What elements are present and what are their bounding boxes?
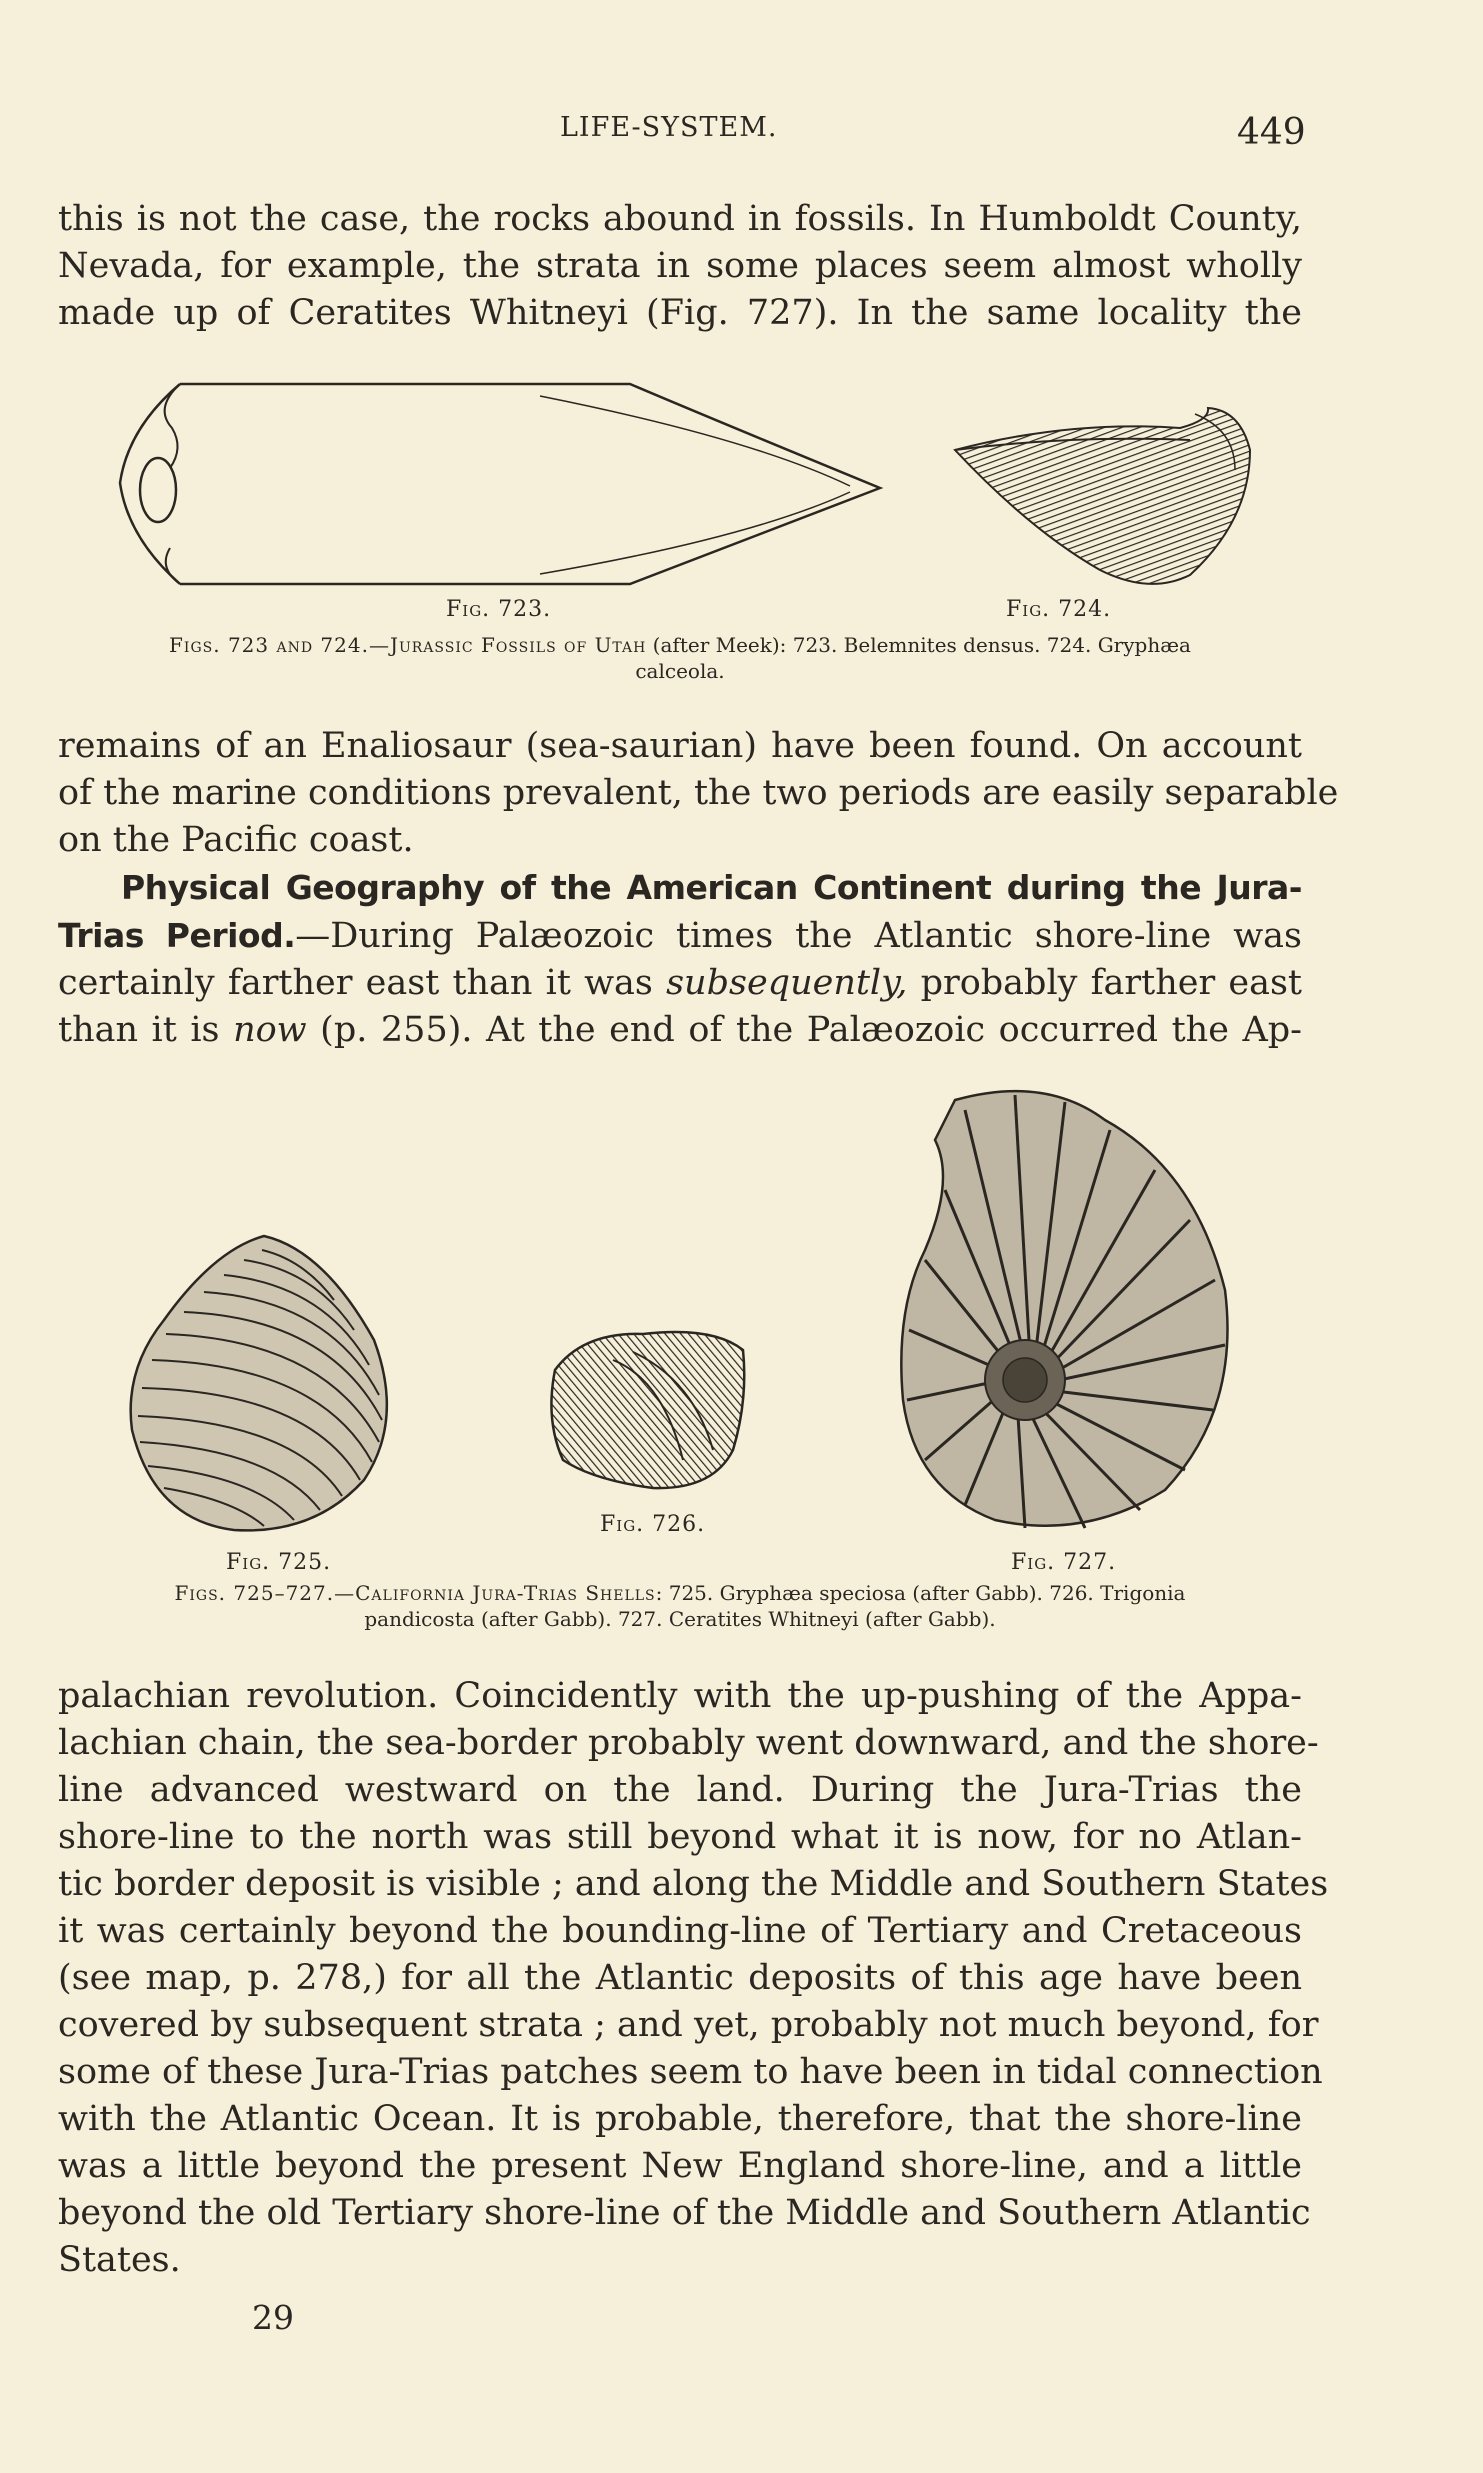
caption-text-line2: calceola.	[635, 659, 725, 683]
page-number: 449	[1237, 112, 1306, 153]
text-line: made up of Ceratites Whitneyi (Fig. 727). In the same locality the	[58, 293, 1302, 333]
text-line: this is not the case, the rocks abound in fossils. In Humboldt County,	[58, 199, 1302, 239]
figure-723-label: Fig. 723.	[446, 597, 552, 622]
section-heading-text: Physical Geography of the American Continent during the Jura-	[121, 868, 1302, 907]
figure-724-label: Fig. 724.	[1006, 597, 1112, 622]
text-line	[58, 912, 1302, 960]
text-line: it was certainly beyond the bounding-line of Tertiary and Cretaceous	[58, 1911, 1302, 1951]
figure-725-label: Fig. 725.	[226, 1550, 332, 1575]
section-heading-text-2: Trias Period.	[58, 916, 296, 955]
text-span: certainly farther east than it was	[58, 963, 667, 1003]
figure-726-label: Fig. 726.	[600, 1512, 706, 1537]
text-line: with the Atlantic Ocean. It is probable, therefore, that the shore-line	[58, 2099, 1302, 2139]
figure-723-belemnite	[110, 378, 890, 598]
text-line: Nevada, for example, the strata in some places seem almost wholly	[58, 246, 1302, 286]
caption-text: : 725. Gryphæa speciosa (after Gabb). 726. Trigonia	[655, 1581, 1186, 1605]
text-line: shore-line to the north was still beyond what it is now, for no Atlan-	[58, 1817, 1302, 1857]
figure-caption-725-727	[60, 1580, 1300, 1632]
text-line: (see map, p. 278,) for all the Atlantic deposits of this age have been	[58, 1958, 1302, 1998]
caption-lead: Figs. 725–727.	[174, 1581, 335, 1605]
figure-caption-723-724	[60, 632, 1300, 684]
caption-text-line2: pandicosta (after Gabb). 727. Ceratites Whitneyi (after Gabb).	[364, 1607, 996, 1631]
figure-724-gryphaea	[950, 400, 1260, 600]
text-line	[58, 960, 1302, 1007]
text-line: remains of an Enaliosaur (sea-saurian) have been found. On account	[58, 726, 1302, 766]
text-span: than it is	[58, 1010, 234, 1050]
running-header: LIFE-SYSTEM.	[560, 112, 778, 143]
italic-text: subsequently,	[666, 963, 908, 1003]
caption-smallcaps: —Jurassic Fossils of Utah	[368, 633, 647, 657]
text-line: States.	[58, 2240, 181, 2280]
paragraph-2	[58, 723, 1339, 864]
text-span: —During Palæozoic times the Atlantic shore-line was	[295, 916, 1302, 956]
text-line: on the Pacific coast.	[58, 820, 414, 860]
paragraph-1	[58, 196, 1302, 337]
text-line: tic border deposit is visible ; and along the Middle and Southern States	[58, 1864, 1329, 1904]
paragraph-3	[58, 864, 1302, 1054]
paragraph-4	[58, 1673, 1329, 2284]
text-line: was a little beyond the present New England shore-line, and a little	[58, 2146, 1302, 2186]
text-span: probably farther east	[907, 963, 1302, 1003]
caption-text: (after Meek): 723. Belemnites densus. 724. Gryphæa	[646, 633, 1191, 657]
section-heading	[58, 864, 1302, 912]
figure-726-trigonia	[543, 1320, 749, 1495]
figure-727-label: Fig. 727.	[1011, 1550, 1117, 1575]
text-line: beyond the old Tertiary shore-line of the Middle and Southern Atlantic	[58, 2193, 1311, 2233]
text-span: (p. 255). At the end of the Palæozoic occurred the Ap-	[306, 1010, 1302, 1050]
figure-725-gryphaea-speciosa	[124, 1230, 409, 1535]
figure-727-ceratites	[895, 1080, 1240, 1535]
text-line: palachian revolution. Coincidently with the up-pushing of the Appa-	[58, 1676, 1302, 1716]
text-line: of the marine conditions prevalent, the two periods are easily separable	[58, 773, 1339, 813]
text-line: lachian chain, the sea-border probably went downward, and the shore-	[58, 1723, 1319, 1763]
italic-text: now	[233, 1010, 307, 1050]
signature-mark: 29	[252, 2298, 294, 2337]
text-line: some of these Jura-Trias patches seem to have been in tidal connection	[58, 2052, 1323, 2092]
text-line	[58, 1007, 1302, 1054]
caption-lead: Figs. 723 and 724.	[169, 633, 369, 657]
caption-smallcaps: —California Jura-Trias Shells	[334, 1581, 656, 1605]
text-line: line advanced westward on the land. During the Jura-Trias the	[58, 1770, 1302, 1810]
text-line: covered by subsequent strata ; and yet, probably not much beyond, for	[58, 2005, 1319, 2045]
